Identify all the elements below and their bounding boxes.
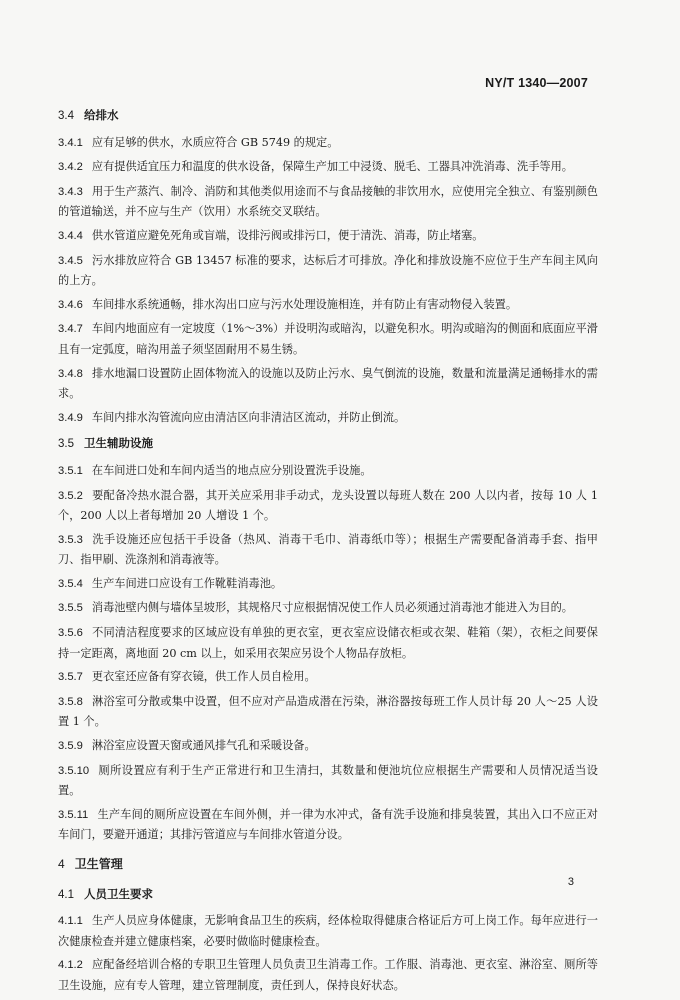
clause-paragraph xyxy=(58,295,598,316)
clause-text: 厕所设置应有利于生产正常进行和卫生清扫，其数量和便池坑位应根据生产需要和人员情况适当设置。 xyxy=(58,763,598,798)
clause-text: 淋浴室可分散或集中设置，但不应对产品造成潜在污染，淋浴器按每班工作人员计每 20 人～25 人设置 1 个。 xyxy=(58,694,598,729)
clause-paragraph xyxy=(58,226,598,247)
clause-text: 用于生产蒸汽、制冷、消防和其他类似用途而不与食品接触的非饮用水，应使用完全独立、有鉴别颜色的管道输送，并不应与生产（饮用）水系统交叉联结。 xyxy=(58,184,598,219)
clause-number: 3.5.8 xyxy=(58,695,83,708)
clause-number: 3.4.9 xyxy=(58,411,83,424)
clause-paragraph xyxy=(58,364,598,404)
clause-paragraph xyxy=(58,761,598,801)
clause-text: 更衣室还应备有穿衣镜，供工作人员自检用。 xyxy=(91,670,316,684)
clause-paragraph xyxy=(58,911,598,951)
clause-text: 洗手设施还应包括干手设备（热风、消毒干毛巾、消毒纸巾等）；根据生产需要配备消毒手套、指甲刀、指甲刷、洗涤剂和消毒液等。 xyxy=(58,532,598,567)
clause-paragraph xyxy=(58,530,598,570)
clause-text: 不同清洁程度要求的区域应设有单独的更衣室，更衣室应设储衣柜或衣架、鞋箱（架），衣柜之间要保持一定距离，离地面 20 cm 以上，如采用衣架应另设个人物品存放柜。 xyxy=(58,626,598,660)
clause-text: 人员卫生要求 xyxy=(84,886,153,901)
clause-text: 要配备冷热水混合器，其开关应采用非手动式，龙头设置以每班人数在 200 人以内者，按每 10 人 1 个，200 人以上者每增加 20 人增设 1 个。 xyxy=(58,488,598,523)
clause-number: 3.5 xyxy=(58,438,74,451)
chapter-heading xyxy=(58,855,598,875)
clause-paragraph xyxy=(58,486,598,526)
clause-text: 应配备经培训合格的专职卫生管理人员负责卫生消毒工作。工作服、消毒池、更衣室、淋浴室、厕所等卫生设施，应有专人管理，建立管理制度，责任到人，保持良好状态。 xyxy=(58,958,598,992)
clause-text: 淋浴室应设置天窗或通风排气孔和采暖设备。 xyxy=(91,739,316,753)
clause-paragraph xyxy=(58,461,598,482)
clause-text: 应有提供适宜压力和温度的供水设备，保障生产加工中浸烫、脱毛、工器具冲洗消毒、洗手等用。 xyxy=(91,160,573,174)
clause-number: 4 xyxy=(58,857,65,871)
document-body xyxy=(58,100,598,1000)
clause-paragraph xyxy=(58,182,598,222)
clause-paragraph xyxy=(58,623,598,663)
clause-paragraph xyxy=(58,692,598,732)
clause-number: 3.5.3 xyxy=(58,533,83,546)
clause-text: 车间内排水沟管流向应由清洁区向非清洁区流动，并防止倒流。 xyxy=(91,410,406,424)
clause-paragraph xyxy=(58,408,598,429)
clause-paragraph xyxy=(58,157,598,178)
clause-number: 3.5.10 xyxy=(58,764,90,777)
clause-number: 3.5.4 xyxy=(58,577,83,590)
document-code: NY/T 1340—2007 xyxy=(485,76,588,90)
page-number: 3 xyxy=(567,876,574,888)
clause-text: 生产车间的厕所应设置在车间外侧，并一律为水冲式，备有洗手设施和排臭装置，其出入口不应正对车间门，要避开通道；其排污管道应与车间排水管道分设。 xyxy=(58,807,598,842)
clause-number: 3.4.4 xyxy=(58,229,83,242)
clause-number: 3.5.6 xyxy=(58,627,83,640)
clause-paragraph xyxy=(58,319,598,359)
clause-text: 供水管道应避免死角或盲端，设排污阀或排污口，便于清洗、消毒，防止堵塞。 xyxy=(91,228,484,242)
clause-number: 3.4.1 xyxy=(58,136,83,149)
clause-paragraph xyxy=(58,736,598,757)
clause-paragraph xyxy=(58,133,598,154)
clause-number: 3.4 xyxy=(58,110,74,122)
clause-text: 给排水 xyxy=(84,108,119,122)
clause-number: 3.5.2 xyxy=(58,489,83,502)
clause-number: 3.5.9 xyxy=(58,740,83,753)
clause-number: 3.4.2 xyxy=(58,161,83,174)
clause-number: 3.4.8 xyxy=(58,367,83,380)
clause-paragraph xyxy=(58,598,598,619)
clause-text: 卫生管理 xyxy=(74,857,123,871)
clause-text: 车间排水系统通畅，排水沟出口应与污水处理设施相连，并有防止有害动物侵入装置。 xyxy=(91,297,518,311)
clause-text: 在车间进口处和车间内适当的地点应分别设置洗手设施。 xyxy=(91,463,372,477)
clause-number: 3.4.5 xyxy=(58,254,83,267)
clause-number: 3.4.6 xyxy=(58,298,83,311)
clause-number: 3.4.3 xyxy=(58,185,83,198)
clause-paragraph xyxy=(58,667,598,688)
clause-text: 生产人员应身体健康，无影响食品卫生的疾病，经体检取得健康合格证后方可上岗工作。每年应进行一次健康检查并建立健康档案，必要时做临时健康检查。 xyxy=(58,914,598,948)
clause-number: 3.5.7 xyxy=(58,671,83,684)
clause-number: 3.5.1 xyxy=(58,464,83,477)
clause-text: 应有足够的供水，水质应符合 GB 5749 的规定。 xyxy=(91,135,339,149)
section-heading xyxy=(58,885,598,906)
clause-number: 3.5.5 xyxy=(58,602,83,615)
clause-number: 4.1.2 xyxy=(58,959,83,972)
clause-number: 4.1.1 xyxy=(58,915,83,928)
clause-paragraph xyxy=(58,251,598,291)
section-heading xyxy=(58,106,598,127)
clause-paragraph xyxy=(58,805,598,845)
clause-paragraph xyxy=(58,955,598,995)
clause-text: 生产车间进口应设有工作靴鞋消毒池。 xyxy=(91,576,283,590)
clause-number: 3.5.11 xyxy=(58,808,89,821)
clause-number: 3.4.7 xyxy=(58,323,83,336)
clause-number: 4.1 xyxy=(58,888,74,901)
clause-text: 排水地漏口设置防止固体物流入的设施以及防止污水、臭气倒流的设施，数量和流量满足通畅排水的需求。 xyxy=(58,366,598,401)
clause-text: 消毒池壁内侧与墙体呈坡形，其规格尺寸应根据情况使工作人员必须通过消毒池才能进入为目的。 xyxy=(91,601,573,615)
clause-text: 车间内地面应有一定坡度（1%～3%）并设明沟或暗沟，以避免积水。明沟或暗沟的侧面和底面应平滑且有一定弧度，暗沟用盖子须坚固耐用不易生锈。 xyxy=(58,322,598,356)
section-heading xyxy=(58,434,598,455)
clause-text: 污水排放应符合 GB 13457 标准的要求，达标后才可排放。净化和排放设施不应位于生产车间主风向的上方。 xyxy=(58,253,598,288)
clause-text: 卫生辅助设施 xyxy=(84,436,153,451)
clause-paragraph xyxy=(58,574,598,595)
